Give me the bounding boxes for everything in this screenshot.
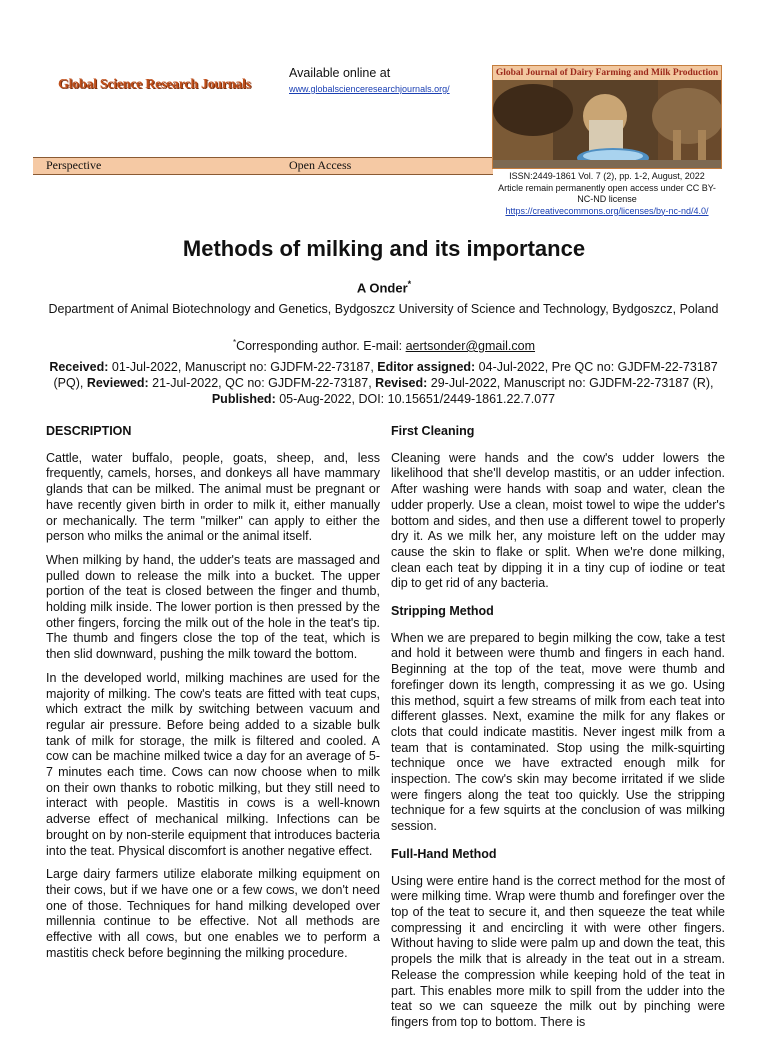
journal-cover [492,65,722,169]
journal-cover-title: Global Journal of Dairy Farming and Milk Production [493,66,721,80]
body-paragraph: Using were entire hand is the correct method for the most of were milking time. Wrap were thumb and forefinger over the top of the teat to secure it, and then squeeze the teat while compressing it and encircling it with were other fingers. Without having to slide were palm up and down the teat, this propels the milk that is already in the teat out in a stream. Release the compression while keeping hold of the teat in part. This enables more milk to spill from the udder into the teat so we can squeeze the milk out by pinching were fingers from top to bottom. There is [391,873,725,1029]
reviewed-label: Reviewed: [86,376,149,390]
article-dates [46,359,721,407]
corr-email-link[interactable]: aertsonder@gmail.com [405,339,536,354]
available-online-label: Available online at [289,66,391,80]
open-access-label: Open Access [289,158,352,172]
issn-line: ISSN:2449-1861 Vol. 7 (2), pp. 1-2, August, 2022 [509,171,705,181]
body-paragraph: When milking by hand, the udder's teats are massaged and pulled down to release the milk into a bucket. The upper portion of the teat is closed between the finger and thumb, holding milk inside. The lower portion is then pressed by the other fingers, forcing the milk out of the hole in the teat's tip. The thumb and fingers close the top of the teat, which is then slid downward, pushing the milk toward the bottom. [46,552,380,662]
journal-website-link[interactable]: www.globalscienceresearchjournals.org/ [289,84,450,94]
right-column [391,424,725,1039]
section-heading-description: DESCRIPTION [46,424,132,438]
publisher-logo [55,70,250,100]
issn-info [495,171,719,217]
editor-text: 04-Jul-2022, Pre QC no: GJDFM-22-73187 (PQ), [53,360,718,390]
published-label: Published: [211,392,276,406]
editor-label: Editor assigned: [377,360,476,374]
license-line: Article remain permanently open access under CC BY-NC-ND license [498,182,716,204]
published-text: 05-Aug-2022, DOI: 10.15651/2449-1861.22.7.077 [275,392,556,406]
body-paragraph: When we are prepared to begin milking the cow, take a test and hold it between were thumb and fingers in each hand. Beginning at the top of the teat, move were thumb and forefinger down its length, compressing it as we go. Using this method, squirt a few streams of milk from each teat into different glasses. Next, examine the milk for any flakes or clots that could indicate mastitis. Never ingest milk from a team that is contaminated. Stop using the milk-squirting technique once we have extracted enough milk for inspection. The cow's skin may become irritated if we slide were fingers along the teat too quickly. Use the stripping technique for a few squirts at the conclusion of was milking session. [391,630,725,834]
section-heading-full-hand-method: Full-Hand Method [391,846,497,861]
revised-text: 29-Jul-2022, Manuscript no: GJDFM-22-73187 (R), [427,376,714,390]
body-paragraph: In the developed world, milking machines are used for the majority of milking. The cow's teats are fitted with teat cups, which extract the milk by switching between vacuum and regular air pressure. Before being added to a sizable bulk tank of milk for storage, the milk is filtered and cooled. A cow can be machine milked twice a day for an average of 5-7 minutes each time. Cows can now choose when to milk on their own thanks to robotic milking, but they still need to interact with people. Mastitis in cows is a well-known adverse effect of mechanical milking. Infections can be brought on by non-sterile equipment that introduces bacteria into the teat. Physical discomfort is another negative effect. [46,670,380,858]
corresponding-author [0,338,768,353]
left-column [46,424,380,970]
body-paragraph: Large dairy farmers utilize elaborate milking equipment on their cows, but if we have one or a few cows, we don't need one of those. Techniques for hand milking developed over millennia continue to be effective. Not all methods are effective with all cows, but one enables we to perform a mastitis check before beginning the milking procedure. [46,867,380,960]
body-paragraph: Cleaning were hands and the cow's udder lowers the likelihood that she'll develop mastitis, or an udder infection. After washing were hands with soap and water, clean the udder properly. Use a clean, moist towel to wipe the udder's bottom and sides, and then use a different towel to properly dry it. As we milk her, any moisture left on the udder may cause the skin to flake or split. When we're done milking, clean each teat by dipping it in a tiny cup of iodine or teat dip to get rid of any bacteria. [391,450,725,591]
author-line [0,279,768,295]
section-heading-stripping-method: Stripping Method [391,604,494,619]
section-heading-first-cleaning: First Cleaning [391,424,475,438]
revised-label: Revised: [375,376,428,390]
milking-cover-photo [493,80,721,168]
reviewed-text: 21-Jul-2022, QC no: GJDFM-22-73187, [148,376,376,390]
author-mark: * [407,279,412,289]
article-title: Methods of milking and its importance [182,236,586,261]
license-link[interactable]: https://creativecommons.org/licenses/by-nc-nd/4.0/ [505,205,709,216]
received-text: 01-Jul-2022, Manuscript no: GJDFM-22-73187, [108,360,378,374]
article-type-label: Perspective [46,158,102,172]
article-type-strip [33,157,493,175]
body-paragraph: Cattle, water buffalo, people, goats, sheep, and, less frequently, camels, horses, and donkeys all have mammary glands that can be milked. The animal must be pregnant or have recently given birth in order to milk it, either manually or mechanically. The term "milker" can apply to either the person who milks the animal or the animal itself. [46,450,380,544]
logo-text: Global Science Research Journals [58,77,251,92]
affiliation: Department of Animal Biotechnology and Genetics, Bydgoszcz University of Science and Technology, Bydgoszcz, Poland [48,302,719,316]
corr-mark: * [232,338,237,347]
received-label: Received: [49,360,109,374]
author-name: A Onder [356,280,408,296]
corr-text: Corresponding author. E-mail: [236,339,406,354]
